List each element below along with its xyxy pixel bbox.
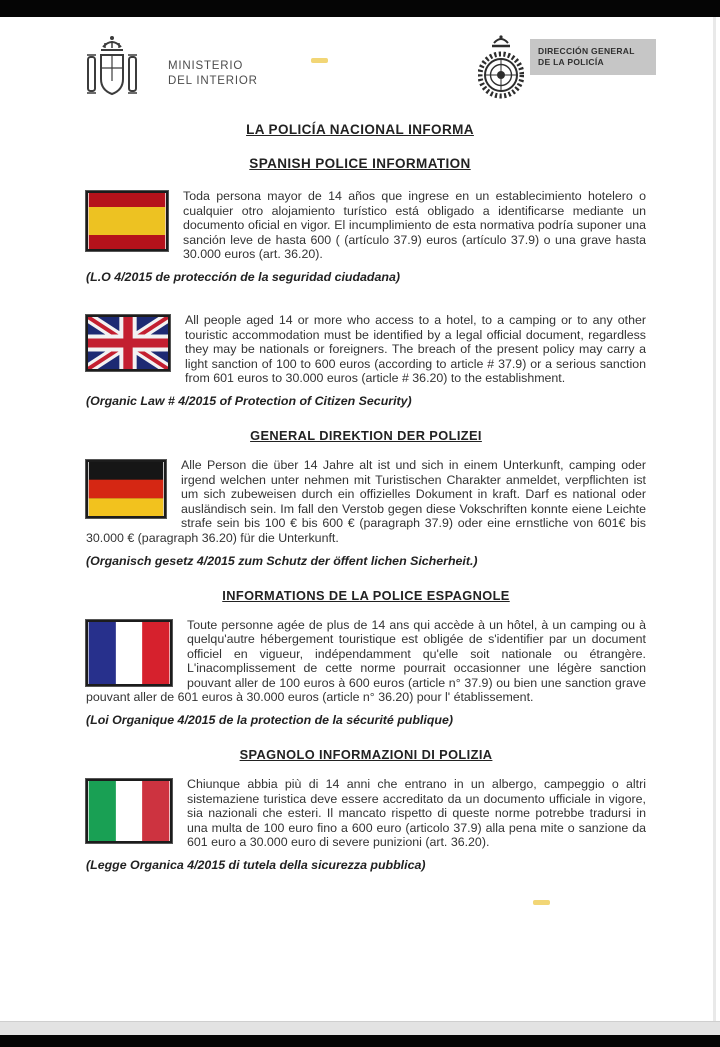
germany-flag-icon [86, 460, 166, 518]
caption-german: (Organisch gesetz 4/2015 zum Schutz der öffent lichen Sicherheit.) [86, 553, 478, 568]
title-english: SPANISH POLICE INFORMATION [249, 156, 471, 171]
document-header [0, 0, 720, 112]
yellow-highlight-mark-top [311, 58, 328, 63]
policia-nacional-badge-icon [478, 31, 524, 107]
paragraph-german: Alle Person die über 14 Jahre alt ist und sich in einem Unterkunft, camping oder irgend welchen unter nehmen mit Turistischen Charakter anmeldet, verpflichten ist um sich zubeweisen durch ein offizielles Dokument in kraft. Darf es national oder ausländisch sein. Im fall den Verstob gegen diese Vokschriften konnte eiene Leichte strafe sein bis 100 € bis 600 € (paragraph 37.9) oder eine ernstliche von 601€ bis 30.000 € (paragraph 36.20) für die Unterkunft. [86, 457, 646, 545]
caption-spanish: (L.O 4/2015 de protección de la seguridad ciudadana) [86, 269, 400, 284]
document-body [0, 189, 720, 872]
italy-flag-icon [86, 779, 172, 843]
direccion-line1: DIRECCIÓN GENERAL [538, 46, 635, 56]
section-english [86, 313, 646, 408]
ministry-name [168, 59, 258, 89]
paragraph-italian: Chiunque abbia più di 14 anni che entrano in un albergo, campeggio o altri sistemaziene turistica deve essere accreditato da un documento ufficiale in vigore, sia nazionali che esteri. Il mancato rispetto di queste norme potrebbe tradursi in una multa de 100 euro fino a 600 euro (articolo 37.9) alla pena mite o sanzione da 601 euro a 30.000 euro di severe punizioni (art. 36.20). [187, 777, 646, 850]
direccion-general-label-box [530, 39, 656, 75]
paragraph-spanish: Toda persona mayor de 14 años que ingrese en un establecimiento hotelero o cualquier otro alojamiento turístico está obligado a identificarse mediante un documento oficial en vigor. El incumplimiento de esta normativa podría suponer una sanción leve de hasta 600 ( (artículo 37.9) euros (artículo 37.9) o una grave hasta 30.000 euros (art. 36.20). [183, 189, 646, 262]
paragraph-english: All people aged 14 or more who access to a hotel, to a camping or to any other touristic accommodation must be identified by a legal official document, regardless they may be nationals or foreigners. The breach of the present policy may carry a light sanction of 100 to 600 euros (according to article # 37.9) or a serious sanction from 601 euros to 30.000 euros (article # 36.20) to the establishment. [185, 312, 646, 386]
page-bottom-edge [0, 1021, 720, 1035]
section-spanish [86, 189, 646, 284]
caption-french: (Loi Organique 4/2015 de la protection de la sécurité publique) [86, 713, 453, 728]
photo-bottom-black-bar [0, 1035, 720, 1047]
spain-coat-of-arms-icon [84, 33, 140, 117]
yellow-highlight-mark-bottom [533, 900, 550, 905]
spain-flag-icon [86, 191, 168, 251]
caption-italian: (Legge Organica 4/2015 di tutela della sicurezza pubblica) [86, 858, 426, 873]
heading-french: INFORMATIONS DE LA POLICE ESPAGNOLE [222, 587, 510, 603]
heading-german: GENERAL DIREKTION DER POLIZEI [250, 427, 482, 443]
page-titles [0, 122, 720, 171]
paragraph-french: Toute personne agée de plus de 14 ans qui accède à un hôtel, à un camping ou à quelqu'autre hébergement touristique est obligée de s'identifier par un document officiel en vigueur, indépendamment qu'elle soit nationale ou étrangère. L'inacomplissement de cette norme pourrait occasionner une légère sanction pouvant aller de 100 euros à 600 euros (article n° 37.9) ou bien une sanction grave pouvant aller de 601 euros à 30.000 euros (article n° 36.20) pour l' établissement. [86, 617, 646, 705]
section-french [86, 588, 646, 728]
heading-italian: SPAGNOLO INFORMAZIONI DI POLIZIA [239, 747, 493, 763]
title-spanish: LA POLICÍA NACIONAL INFORMA [246, 122, 474, 137]
ministry-block [84, 33, 258, 117]
france-flag-icon [86, 620, 172, 686]
ministry-line2: DEL INTERIOR [168, 75, 258, 87]
direccion-line2: DE LA POLICÍA [538, 56, 604, 67]
section-italian [86, 747, 646, 872]
caption-english: (Organic Law # 4/2015 of Protection of Citizen Security) [86, 393, 412, 408]
page-edge-shadow [713, 17, 716, 1021]
section-german [86, 428, 646, 568]
police-block [478, 31, 656, 107]
uk-flag-icon [86, 315, 170, 371]
ministry-line1: MINISTERIO [168, 60, 244, 72]
